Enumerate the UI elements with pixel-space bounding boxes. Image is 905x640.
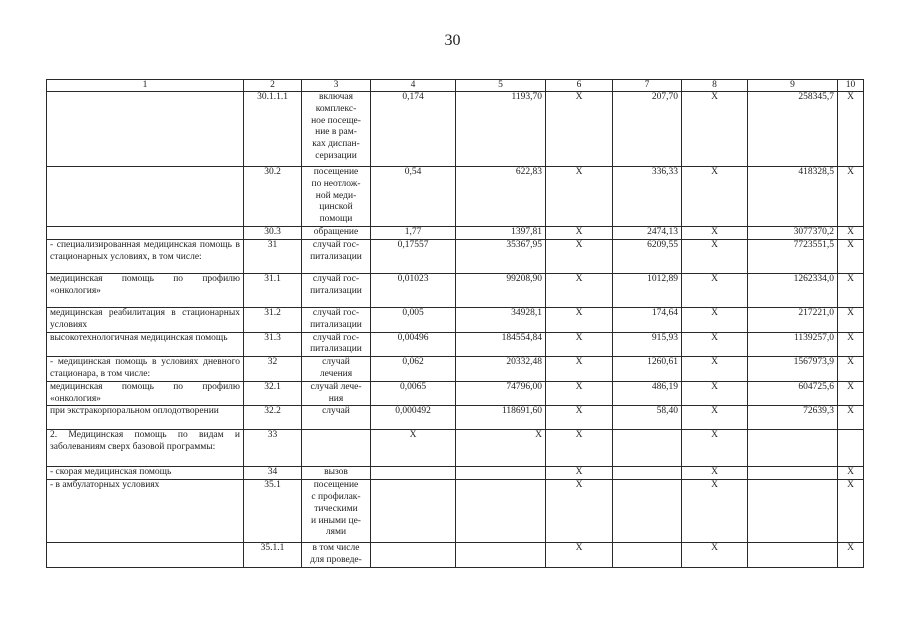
col10-cell: Х — [838, 92, 864, 167]
col5-cell: 118691,60 — [456, 406, 546, 430]
column-header: 7 — [613, 80, 682, 92]
col6-cell: Х — [546, 227, 613, 240]
col5-cell: 74796,00 — [456, 381, 546, 406]
table-row — [47, 240, 864, 274]
row-name-cell: 2. Медицинская помощь по видам и заболеваниям сверх базовой программы: — [47, 430, 244, 467]
row-name-cell — [47, 92, 244, 167]
col6-cell: Х — [546, 430, 613, 467]
col10-cell — [838, 430, 864, 467]
col7-cell: 58,40 — [613, 406, 682, 430]
col4-cell: 0,17557 — [371, 240, 456, 274]
col8-cell: Х — [682, 227, 748, 240]
row-unit-cell: обращение — [302, 227, 371, 240]
col6-cell: Х — [546, 167, 613, 227]
col9-cell — [748, 480, 838, 543]
column-header: 8 — [682, 80, 748, 92]
row-name-cell: - специализированная медицинская помощь в стационарных условиях, в том числе: — [47, 240, 244, 274]
row-code-cell: 31.3 — [244, 332, 302, 357]
row-code-cell: 35.1 — [244, 480, 302, 543]
col10-cell: Х — [838, 308, 864, 333]
row-code-cell: 32 — [244, 357, 302, 382]
col9-cell: 3077370,2 — [748, 227, 838, 240]
row-name-cell: медицинская помощь по профилю «онкология» — [47, 274, 244, 308]
row-name-cell — [47, 227, 244, 240]
col4-cell: 0,0065 — [371, 381, 456, 406]
col5-cell — [456, 467, 546, 480]
col10-cell: Х — [838, 406, 864, 430]
col10-cell: Х — [838, 227, 864, 240]
col6-cell: Х — [546, 480, 613, 543]
table-row — [47, 274, 864, 308]
col6-cell: Х — [546, 357, 613, 382]
row-code-cell: 32.1 — [244, 381, 302, 406]
table-row — [47, 308, 864, 333]
row-unit-cell: случай гос- питализации — [302, 332, 371, 357]
col8-cell: Х — [682, 543, 748, 568]
table-header-row — [47, 80, 864, 92]
col5-cell: 622,83 — [456, 167, 546, 227]
table-row — [47, 381, 864, 406]
row-name-cell: - скорая медицинская помощь — [47, 467, 244, 480]
column-header: 10 — [838, 80, 864, 92]
row-code-cell: 32.2 — [244, 406, 302, 430]
col5-cell: 34928,1 — [456, 308, 546, 333]
table-row — [47, 406, 864, 430]
col8-cell: Х — [682, 274, 748, 308]
col6-cell: Х — [546, 240, 613, 274]
col5-cell — [456, 543, 546, 568]
page-number: 30 — [444, 32, 461, 49]
col5-cell: 184554,84 — [456, 332, 546, 357]
col7-cell: 1260,61 — [613, 357, 682, 382]
col5-cell: Х — [456, 430, 546, 467]
col7-cell — [613, 467, 682, 480]
row-unit-cell: включая комплекс- ное посеще- ние в рам- ках диспан- серизации — [302, 92, 371, 167]
col6-cell: Х — [546, 274, 613, 308]
col5-cell: 1193,70 — [456, 92, 546, 167]
table-row — [47, 227, 864, 240]
row-unit-cell: случай лече- ния — [302, 381, 371, 406]
table-row — [47, 357, 864, 382]
table-row — [47, 332, 864, 357]
col8-cell: Х — [682, 92, 748, 167]
column-header: 5 — [456, 80, 546, 92]
row-code-cell: 31.1 — [244, 274, 302, 308]
col7-cell — [613, 543, 682, 568]
col7-cell: 336,33 — [613, 167, 682, 227]
col7-cell — [613, 480, 682, 543]
tariff-table — [46, 79, 864, 568]
col9-cell: 1262334,0 — [748, 274, 838, 308]
table-row — [47, 543, 864, 568]
row-unit-cell: случай гос- питализации — [302, 274, 371, 308]
row-name-cell: - медицинская помощь в условиях дневного стационара, в том числе: — [47, 357, 244, 382]
col6-cell: Х — [546, 543, 613, 568]
column-header: 1 — [47, 80, 244, 92]
row-code-cell: 35.1.1 — [244, 543, 302, 568]
row-code-cell: 34 — [244, 467, 302, 480]
row-code-cell: 31 — [244, 240, 302, 274]
table-row — [47, 92, 864, 167]
col9-cell: 72639,3 — [748, 406, 838, 430]
col4-cell: 0,000492 — [371, 406, 456, 430]
col10-cell: Х — [838, 167, 864, 227]
col5-cell — [456, 480, 546, 543]
column-header: 2 — [244, 80, 302, 92]
col6-cell: Х — [546, 308, 613, 333]
col10-cell: Х — [838, 480, 864, 543]
row-name-cell — [47, 543, 244, 568]
table-row — [47, 467, 864, 480]
col7-cell: 486,19 — [613, 381, 682, 406]
col9-cell: 7723551,5 — [748, 240, 838, 274]
col8-cell: Х — [682, 480, 748, 543]
col7-cell: 207,70 — [613, 92, 682, 167]
col9-cell: 217221,0 — [748, 308, 838, 333]
row-name-cell: медицинская реабилитация в стационарных условиях — [47, 308, 244, 333]
table-row — [47, 480, 864, 543]
col7-cell — [613, 430, 682, 467]
col5-cell: 20332,48 — [456, 357, 546, 382]
col4-cell — [371, 467, 456, 480]
col7-cell: 2474,13 — [613, 227, 682, 240]
col9-cell: 418328,5 — [748, 167, 838, 227]
col4-cell: 0,00496 — [371, 332, 456, 357]
col10-cell: Х — [838, 357, 864, 382]
row-code-cell: 30.1.1.1 — [244, 92, 302, 167]
col8-cell: Х — [682, 332, 748, 357]
col8-cell: Х — [682, 381, 748, 406]
col5-cell: 1397,81 — [456, 227, 546, 240]
row-unit-cell: вызов — [302, 467, 371, 480]
col7-cell: 915,93 — [613, 332, 682, 357]
col6-cell: Х — [546, 467, 613, 480]
col4-cell: 0,54 — [371, 167, 456, 227]
row-unit-cell: в том числе для проведе- — [302, 543, 371, 568]
col9-cell: 1139257,0 — [748, 332, 838, 357]
row-code-cell: 30.2 — [244, 167, 302, 227]
col5-cell: 99208,90 — [456, 274, 546, 308]
col4-cell — [371, 543, 456, 568]
col5-cell: 35367,95 — [456, 240, 546, 274]
col4-cell: 0,01023 — [371, 274, 456, 308]
col8-cell: Х — [682, 406, 748, 430]
col4-cell: 0,062 — [371, 357, 456, 382]
row-unit-cell: случай лечения — [302, 357, 371, 382]
row-unit-cell — [302, 430, 371, 467]
column-header: 4 — [371, 80, 456, 92]
col6-cell: Х — [546, 406, 613, 430]
row-name-cell: при экстракорпоральном оплодотворении — [47, 406, 244, 430]
col8-cell: Х — [682, 240, 748, 274]
col9-cell: 258345,7 — [748, 92, 838, 167]
col7-cell: 6209,55 — [613, 240, 682, 274]
column-header: 3 — [302, 80, 371, 92]
col4-cell: 0,005 — [371, 308, 456, 333]
col10-cell: Х — [838, 240, 864, 274]
col7-cell: 174,64 — [613, 308, 682, 333]
col4-cell: 1,77 — [371, 227, 456, 240]
col9-cell: 604725,6 — [748, 381, 838, 406]
col8-cell: Х — [682, 430, 748, 467]
col8-cell: Х — [682, 167, 748, 227]
row-name-cell: - в амбулаторных условиях — [47, 480, 244, 543]
col6-cell: Х — [546, 92, 613, 167]
col10-cell: Х — [838, 467, 864, 480]
row-name-cell — [47, 167, 244, 227]
table-row — [47, 430, 864, 467]
col6-cell: Х — [546, 381, 613, 406]
row-unit-cell: случай гос- питализации — [302, 240, 371, 274]
col9-cell: 1567973,9 — [748, 357, 838, 382]
col7-cell: 1012,89 — [613, 274, 682, 308]
row-code-cell: 31.2 — [244, 308, 302, 333]
col4-cell — [371, 480, 456, 543]
col10-cell: Х — [838, 543, 864, 568]
row-code-cell: 33 — [244, 430, 302, 467]
row-unit-cell: посещение с профилак- тическими и иными це- лями — [302, 480, 371, 543]
col9-cell — [748, 467, 838, 480]
col4-cell: 0,174 — [371, 92, 456, 167]
row-unit-cell: случай — [302, 406, 371, 430]
col9-cell — [748, 430, 838, 467]
row-code-cell: 30.3 — [244, 227, 302, 240]
column-header: 9 — [748, 80, 838, 92]
column-header: 6 — [546, 80, 613, 92]
col9-cell — [748, 543, 838, 568]
col4-cell: Х — [371, 430, 456, 467]
table-row — [47, 167, 864, 227]
row-name-cell: высокотехнологичная медицинская помощь — [47, 332, 244, 357]
col6-cell: Х — [546, 332, 613, 357]
col10-cell: Х — [838, 381, 864, 406]
col10-cell: Х — [838, 332, 864, 357]
col8-cell: Х — [682, 308, 748, 333]
row-unit-cell: посещение по неотлож- ной меди- цинской помощи — [302, 167, 371, 227]
row-unit-cell: случай гос- питализации — [302, 308, 371, 333]
row-name-cell: медицинская помощь по профилю «онкология» — [47, 381, 244, 406]
col8-cell: Х — [682, 467, 748, 480]
col8-cell: Х — [682, 357, 748, 382]
col10-cell: Х — [838, 274, 864, 308]
